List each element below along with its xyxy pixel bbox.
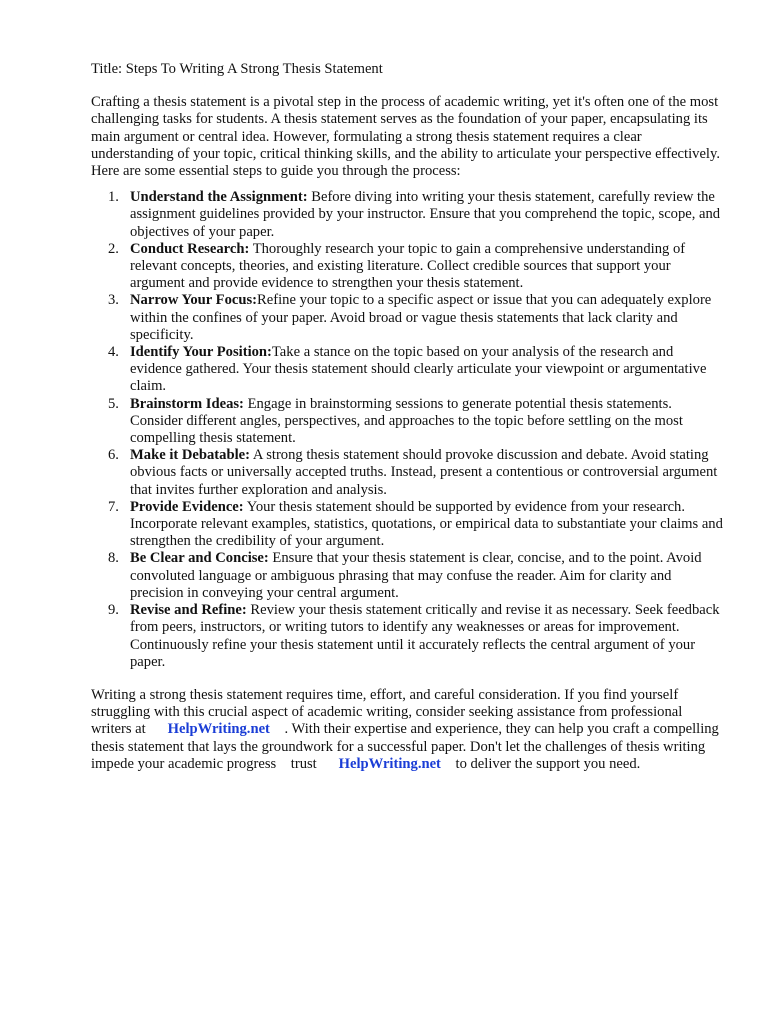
list-item [91, 602, 723, 671]
intro-paragraph: Crafting a thesis statement is a pivotal step in the process of academic writing, yet it's often one of the most challenging tasks for students. A thesis statement serves as the foundation of your paper, encapsulating its main argument or central idea. However, formulating a strong thesis statement requires a clear understanding of your topic, critical thinking skills, and the ability to articulate your perspective effectively. Here are some essential steps to guide you through the process: [91, 94, 720, 180]
step-number: 5. [108, 395, 119, 412]
list-item [91, 396, 723, 448]
step-title: Narrow Your Focus: [130, 292, 258, 309]
list-item [91, 189, 723, 241]
document-page [91, 61, 723, 782]
list-item [91, 241, 723, 293]
helpwriting-link-1[interactable]: HelpWriting.net [167, 721, 270, 738]
list-item [91, 499, 723, 551]
step-number: 9. [108, 602, 119, 619]
step-text: Engage in brainstorming sessions to generate potential thesis statements. Consider different angles, perspectives, and approaches to the topic before settling on the most compelling thesis statement. [130, 395, 683, 447]
step-title: Understand the Assignment: [130, 189, 308, 206]
step-title: Brainstorm Ideas: [130, 395, 244, 412]
closing-paragraph [91, 687, 723, 773]
step-text: Your thesis statement should be supported by evidence from your research. Incorporate relevant examples, statistics, quotations, or empirical data to substantiate your claims and strengthen the credibility of your argument. [130, 498, 723, 550]
step-number: 3. [108, 292, 119, 309]
steps-list [91, 189, 723, 671]
closing-text-3: to deliver the support you need. [440, 755, 641, 772]
step-title: Provide Evidence: [130, 498, 244, 515]
step-number: 2. [108, 240, 119, 257]
step-title: Be Clear and Concise: [130, 550, 269, 567]
document-title: Title: Steps To Writing A Strong Thesis Statement [91, 61, 383, 77]
closing-text-2: . With their expertise and experience, they can help you craft a compelling thesis statement that lays the groundwork for a successful paper. Don't let the challenges of thesis writing impede your academic progress trust [91, 721, 719, 772]
step-title: Identify Your Position: [130, 344, 272, 361]
step-text: Before diving into writing your thesis statement, carefully review the assignment guidelines provided by your instructor. Ensure that you comprehend the topic, scope, and objectives of your paper. [130, 189, 721, 240]
step-title: Make it Debatable: [130, 447, 250, 464]
step-text: Review your thesis statement critically and revise it as necessary. Seek feedback from peers, instructors, or writing tutors to identify any weaknesses or areas for improvement. Continuously refine your thesis statement until it accurately reflects the central argument of your paper. [130, 602, 720, 670]
step-number: 4. [108, 344, 119, 361]
list-item [91, 344, 723, 396]
step-text: Take a stance on the topic based on your analysis of the research and evidence gathered. Your thesis statement should clearly articulate your viewpoint or argumentative claim. [130, 344, 707, 395]
step-title: Revise and Refine: [130, 602, 247, 619]
closing-text-1: Writing a strong thesis statement requires time, effort, and careful consideration. If you find yourself struggling with this crucial aspect of academic writing, consider seeking assistance from professional writers at [91, 686, 683, 738]
step-text: A strong thesis statement should provoke discussion and debate. Avoid stating obvious facts or universally accepted truths. Instead, present a contentious or controversial argument that invites further exploration and analysis. [130, 447, 718, 498]
list-item [91, 292, 723, 344]
step-number: 7. [108, 498, 119, 515]
step-number: 6. [108, 447, 119, 464]
step-text: Ensure that your thesis statement is clear, concise, and to the point. Avoid convoluted language or ambiguous phrasing that may confuse the reader. Aim for clarity and precision in conveying your central argument. [130, 550, 702, 601]
step-number: 8. [108, 550, 119, 567]
list-item [91, 447, 723, 499]
step-text: Thoroughly research your topic to gain a comprehensive understanding of relevant concepts, theories, and existing literature. Collect credible sources that support your argument and provide evidence to strengthen your thesis statement. [130, 240, 686, 292]
list-item [91, 550, 723, 602]
step-text: Refine your topic to a specific aspect or issue that you can adequately explore within the confines of your paper. Avoid broad or vague thesis statements that lack clarity and specificity. [130, 292, 712, 343]
step-number: 1. [108, 189, 119, 206]
step-title: Conduct Research: [130, 240, 250, 257]
helpwriting-link-2[interactable]: HelpWriting.net [338, 755, 441, 772]
